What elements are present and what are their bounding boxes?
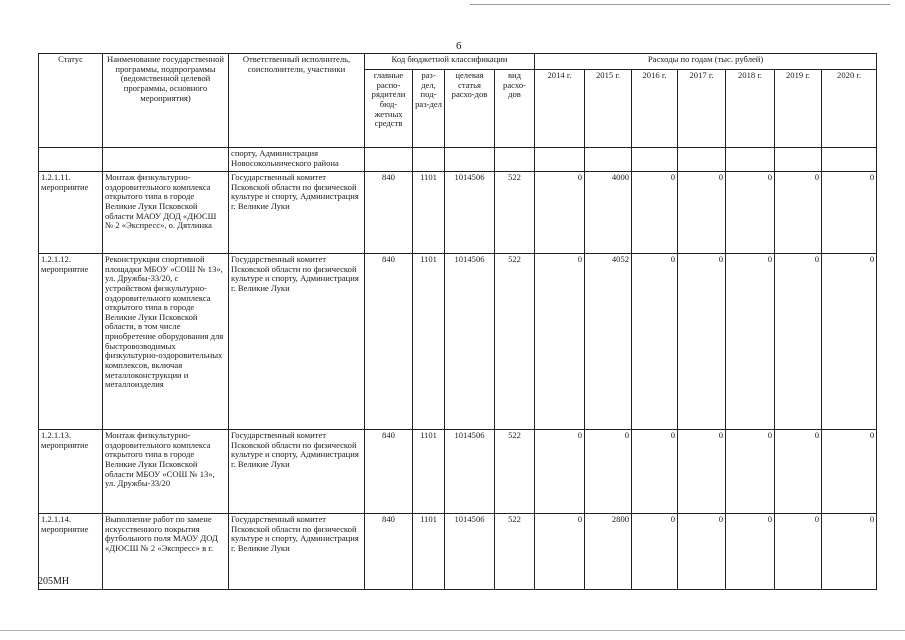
row-csr: 1014506 [445, 172, 495, 254]
row-executor: Государственный комитет Псковской области по физической культуре и спорту, Администрация г. Великие Луки [229, 254, 365, 430]
scan-edge-top [470, 4, 890, 5]
row-2015: 4000 [585, 172, 632, 254]
row-name: Монтаж физкультурно-оздоровительного комплекса открытого типа в городе Великие Луки Псковской области МАОУ ДОД «ДЮСШ № 2 «Экспресс», о. Дятлинка [103, 172, 229, 254]
row-rzpr: 1101 [413, 430, 445, 514]
row-code: 1.2.1.12. [41, 254, 72, 264]
row-code: 1.2.1.13. [41, 430, 72, 440]
row-rzpr: 1101 [413, 514, 445, 590]
row-2018: 0 [726, 514, 775, 590]
row-2015: 2800 [585, 514, 632, 590]
footer-code: 205МН [38, 576, 70, 587]
row-2016: 0 [632, 514, 678, 590]
row-2015: 4052 [585, 254, 632, 430]
row-grbs: 840 [365, 254, 413, 430]
row-status-cell [39, 430, 103, 514]
carry-executor-cell: спорту, Администрация Новосокольнического района [229, 148, 365, 172]
row-2017: 0 [678, 514, 726, 590]
row-executor: Государственный комитет Псковской области по физической культуре и спорту, Администрация г. Великие Луки [229, 514, 365, 590]
row-grbs: 840 [365, 172, 413, 254]
row-status: мероприятие [41, 523, 89, 534]
row-status-cell [39, 172, 103, 254]
header-csr: целевая статья расхо-дов [445, 70, 495, 148]
header-name: Наименование государственной программы, подпрограммы (ведомственной целевой программы, основного мероприятия) [103, 54, 229, 148]
row-2019: 0 [775, 254, 822, 430]
row-2020: 0 [822, 430, 877, 514]
row-2019: 0 [775, 430, 822, 514]
row-2017: 0 [678, 172, 726, 254]
row-vr: 522 [495, 514, 535, 590]
page-number: 6 [456, 40, 462, 52]
row-2017: 0 [678, 254, 726, 430]
header-year-2014: 2014 г. [535, 70, 585, 148]
row-2020: 0 [822, 254, 877, 430]
row-rzpr: 1101 [413, 254, 445, 430]
row-status: мероприятие [41, 439, 89, 450]
header-status: Статус [39, 54, 103, 148]
row-2014: 0 [535, 430, 585, 514]
carry-status-cell [39, 148, 103, 172]
header-year-2018: 2018 г. [726, 70, 775, 148]
table-row-carry-over [39, 148, 877, 172]
table-row [39, 514, 877, 590]
header-year-2015: 2015 г. [585, 70, 632, 148]
header-budget-group: Код бюджетной классификации [365, 54, 535, 70]
row-2019: 0 [775, 172, 822, 254]
header-vr: вид расхо-дов [495, 70, 535, 148]
scan-edge-bottom [0, 630, 905, 631]
row-2018: 0 [726, 254, 775, 430]
table-row [39, 172, 877, 254]
row-csr: 1014506 [445, 430, 495, 514]
row-executor: Государственный комитет Псковской области по физической культуре и спорту, Администрация г. Великие Луки [229, 172, 365, 254]
header-year-2019: 2019 г. [775, 70, 822, 148]
row-code: 1.2.1.11. [41, 172, 71, 182]
row-grbs: 840 [365, 514, 413, 590]
row-2017: 0 [678, 430, 726, 514]
row-2014: 0 [535, 172, 585, 254]
row-2014: 0 [535, 514, 585, 590]
budget-table [38, 53, 877, 590]
row-status-cell [39, 254, 103, 430]
table-row [39, 254, 877, 430]
row-name: Выполнение работ по замене искусственного покрытия футбольного поля МАОУ ДОД «ДЮСШ № 2 «Экспресс» в г. [103, 514, 229, 590]
row-rzpr: 1101 [413, 172, 445, 254]
header-year-2017: 2017 г. [678, 70, 726, 148]
row-csr: 1014506 [445, 254, 495, 430]
header-expenses-group: Расходы по годам (тыс. рублей) [535, 54, 877, 70]
header-executor: Ответственный исполнитель, соисполнители, участники [229, 54, 365, 148]
row-executor: Государственный комитет Псковской области по физической культуре и спорту, Администрация г. Великие Луки [229, 430, 365, 514]
carry-name-cell [103, 148, 229, 172]
row-2015: 0 [585, 430, 632, 514]
row-2016: 0 [632, 254, 678, 430]
header-rzpr: раз-дел, под-раз-дел [413, 70, 445, 148]
row-vr: 522 [495, 172, 535, 254]
row-2016: 0 [632, 430, 678, 514]
header-year-2016: 2016 г. [632, 70, 678, 148]
row-csr: 1014506 [445, 514, 495, 590]
row-name: Реконструкция спортивной площадки МБОУ «СОШ № 13», ул. Дружбы-33/20, с устройством физкультурно-оздоровительного комплекса открытого типа в городе Великие Луки Псковской области, в том числе приобретение оборудования для быстровозводимых физкультурно-оздоровительных комплексов, включая металлоконструкции и металлоизделия [103, 254, 229, 430]
row-vr: 522 [495, 254, 535, 430]
row-2020: 0 [822, 172, 877, 254]
header-grbs: главные распо-рядители бюд-жетных средств [365, 70, 413, 148]
row-2016: 0 [632, 172, 678, 254]
row-2018: 0 [726, 172, 775, 254]
row-2020: 0 [822, 514, 877, 590]
row-2019: 0 [775, 514, 822, 590]
header-year-2020: 2020 г. [822, 70, 877, 148]
header-row-1 [39, 54, 877, 70]
row-grbs: 840 [365, 430, 413, 514]
row-2018: 0 [726, 430, 775, 514]
row-vr: 522 [495, 430, 535, 514]
table-row [39, 430, 877, 514]
row-name: Монтаж физкультурно-оздоровительного комплекса открытого типа в городе Великие Луки Псковской области МБОУ «СОШ № 13», ул. Дружбы-33/20 [103, 430, 229, 514]
row-status: мероприятие [41, 181, 89, 192]
row-code: 1.2.1.14. [41, 514, 72, 524]
row-status: мероприятие [41, 263, 89, 274]
row-2014: 0 [535, 254, 585, 430]
